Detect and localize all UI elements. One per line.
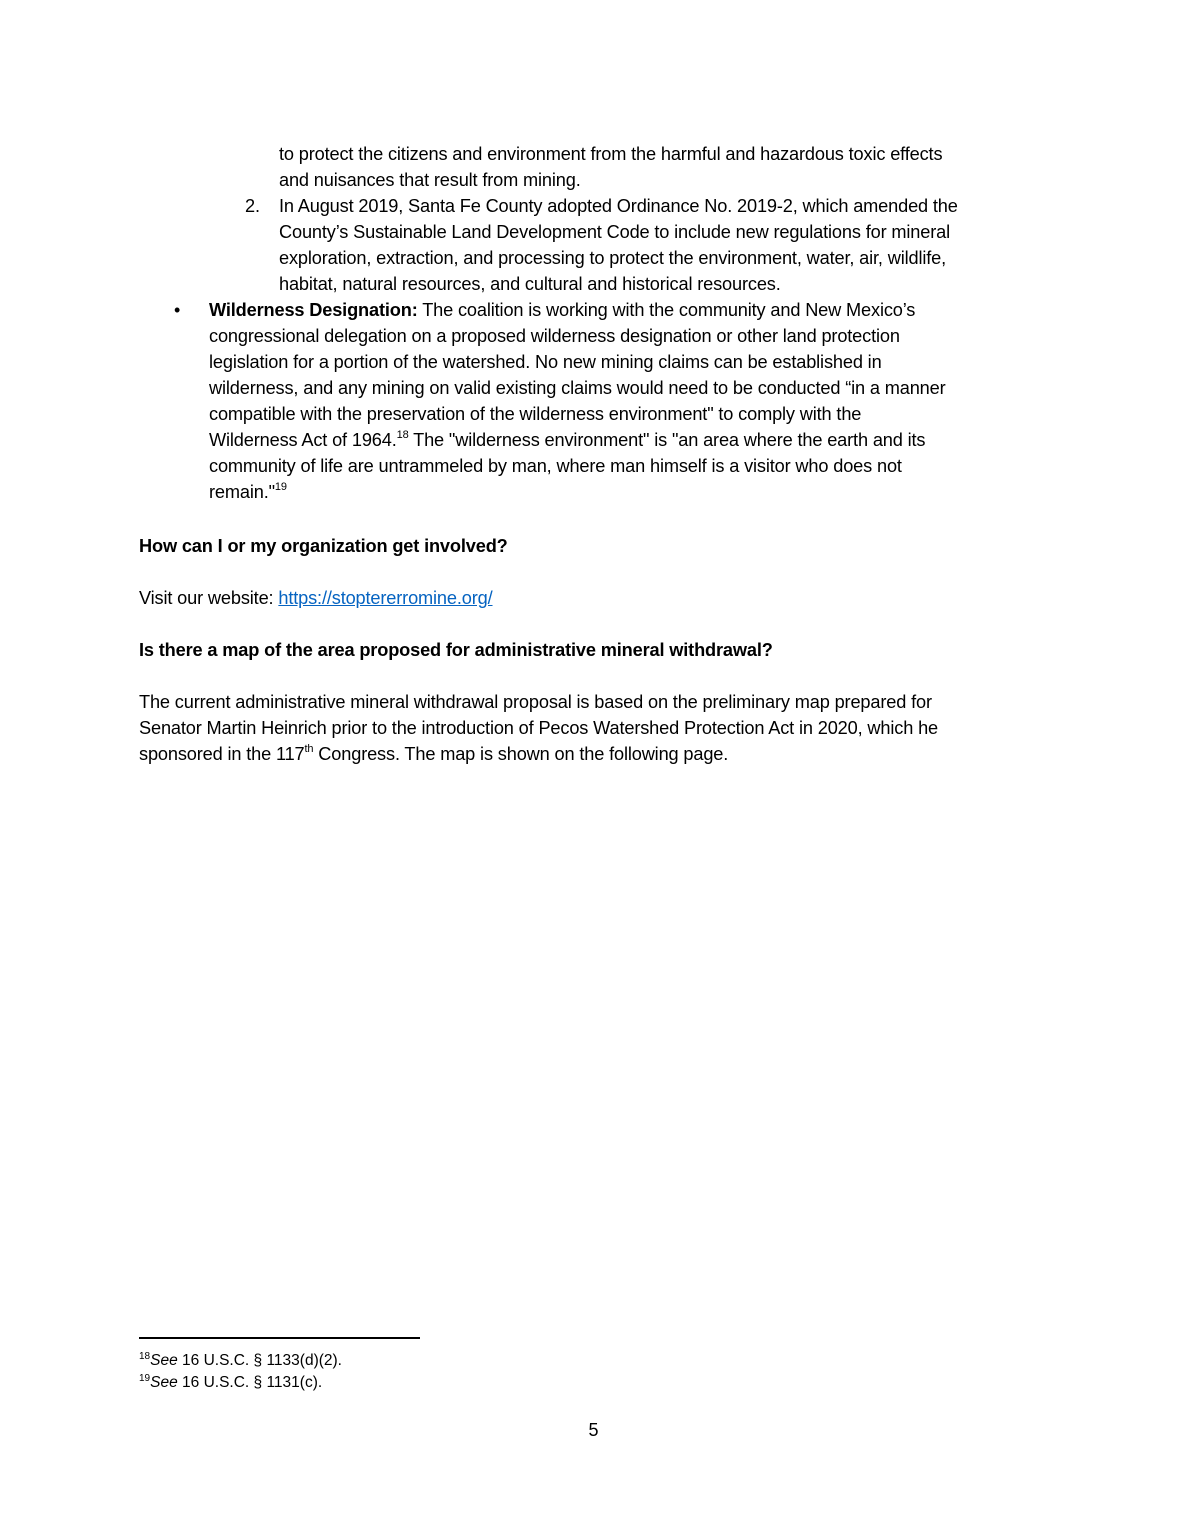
list-item-2-line-1: In August 2019, Santa Fe County adopted Ordinance No. 2019-2, which amended the [279,196,958,216]
wilderness-line-6-text-a: Wilderness Act of 1964. [209,430,397,450]
wilderness-line-8 [209,479,287,505]
bullet-icon: • [174,300,181,320]
footnote-citation: 16 U.S.C. § 1131(c). [177,1374,323,1391]
footnote-ref-18[interactable]: 18 [396,428,409,441]
wilderness-line-3: legislation for a portion of the watershed. No new mining claims can be established in [209,352,882,372]
involved-heading: How can I or my organization get involved? [139,536,508,556]
wilderness-line-7: community of life are untrammeled by man, where man himself is a visitor who does not [209,456,902,476]
footnote-number: 18 [139,1350,151,1362]
footnote-19 [139,1372,322,1394]
map-paragraph-line-2: Senator Martin Heinrich prior to the introduction of Pecos Watershed Protection Act in 2020, which he [139,718,938,738]
wilderness-line-2: congressional delegation on a proposed wilderness designation or other land protection [209,326,900,346]
map-line-3-text-a: sponsored in the 117 [139,744,305,764]
map-paragraph-line-3 [139,741,728,767]
wilderness-line-6-text-b: The "wilderness environment" is "an area where the earth and its [408,430,926,450]
wilderness-line-8-text: remain." [209,482,275,502]
list-item-2-line-2: County’s Sustainable Land Development Code to include new regulations for mineral [279,222,950,242]
footnote-18 [139,1350,342,1372]
list-item-2-line-4: habitat, natural resources, and cultural and historical resources. [279,274,781,294]
wilderness-line-1-text: The coalition is working with the community and New Mexico’s [417,300,916,320]
wilderness-line-6 [209,427,925,453]
website-label: Visit our website: [139,588,279,608]
wilderness-line-1 [209,297,915,323]
wilderness-line-4: wilderness, and any mining on valid existing claims would need to be conducted “in a manner [209,378,946,398]
list-item-1-continuation-line-1: to protect the citizens and environment from the harmful and hazardous toxic effects [279,144,943,164]
footnote-separator [139,1337,420,1339]
website-line [139,585,493,611]
footnote-number: 19 [139,1372,151,1384]
footnote-ref-19[interactable]: 19 [274,480,287,493]
footnote-see: See [150,1374,178,1391]
footnote-see: See [150,1352,178,1369]
footnote-citation: 16 U.S.C. § 1133(d)(2). [177,1352,342,1369]
map-heading: Is there a map of the area proposed for administrative mineral withdrawal? [139,640,773,660]
ordinal-suffix: th [304,742,314,755]
wilderness-heading: Wilderness Designation: [209,300,418,320]
list-item-2-number: 2. [245,196,260,216]
page-number: 5 [588,1420,599,1440]
website-link[interactable]: https://stoptererromine.org/ [278,588,493,608]
list-item-1-continuation-line-2: and nuisances that result from mining. [279,170,581,190]
map-paragraph-line-1: The current administrative mineral withdrawal proposal is based on the preliminary map prepared for [139,692,932,712]
map-line-3-text-b: Congress. The map is shown on the following page. [313,744,729,764]
wilderness-line-5: compatible with the preservation of the wilderness environment" to comply with the [209,404,862,424]
list-item-2-line-3: exploration, extraction, and processing to protect the environment, water, air, wildlife, [279,248,947,268]
